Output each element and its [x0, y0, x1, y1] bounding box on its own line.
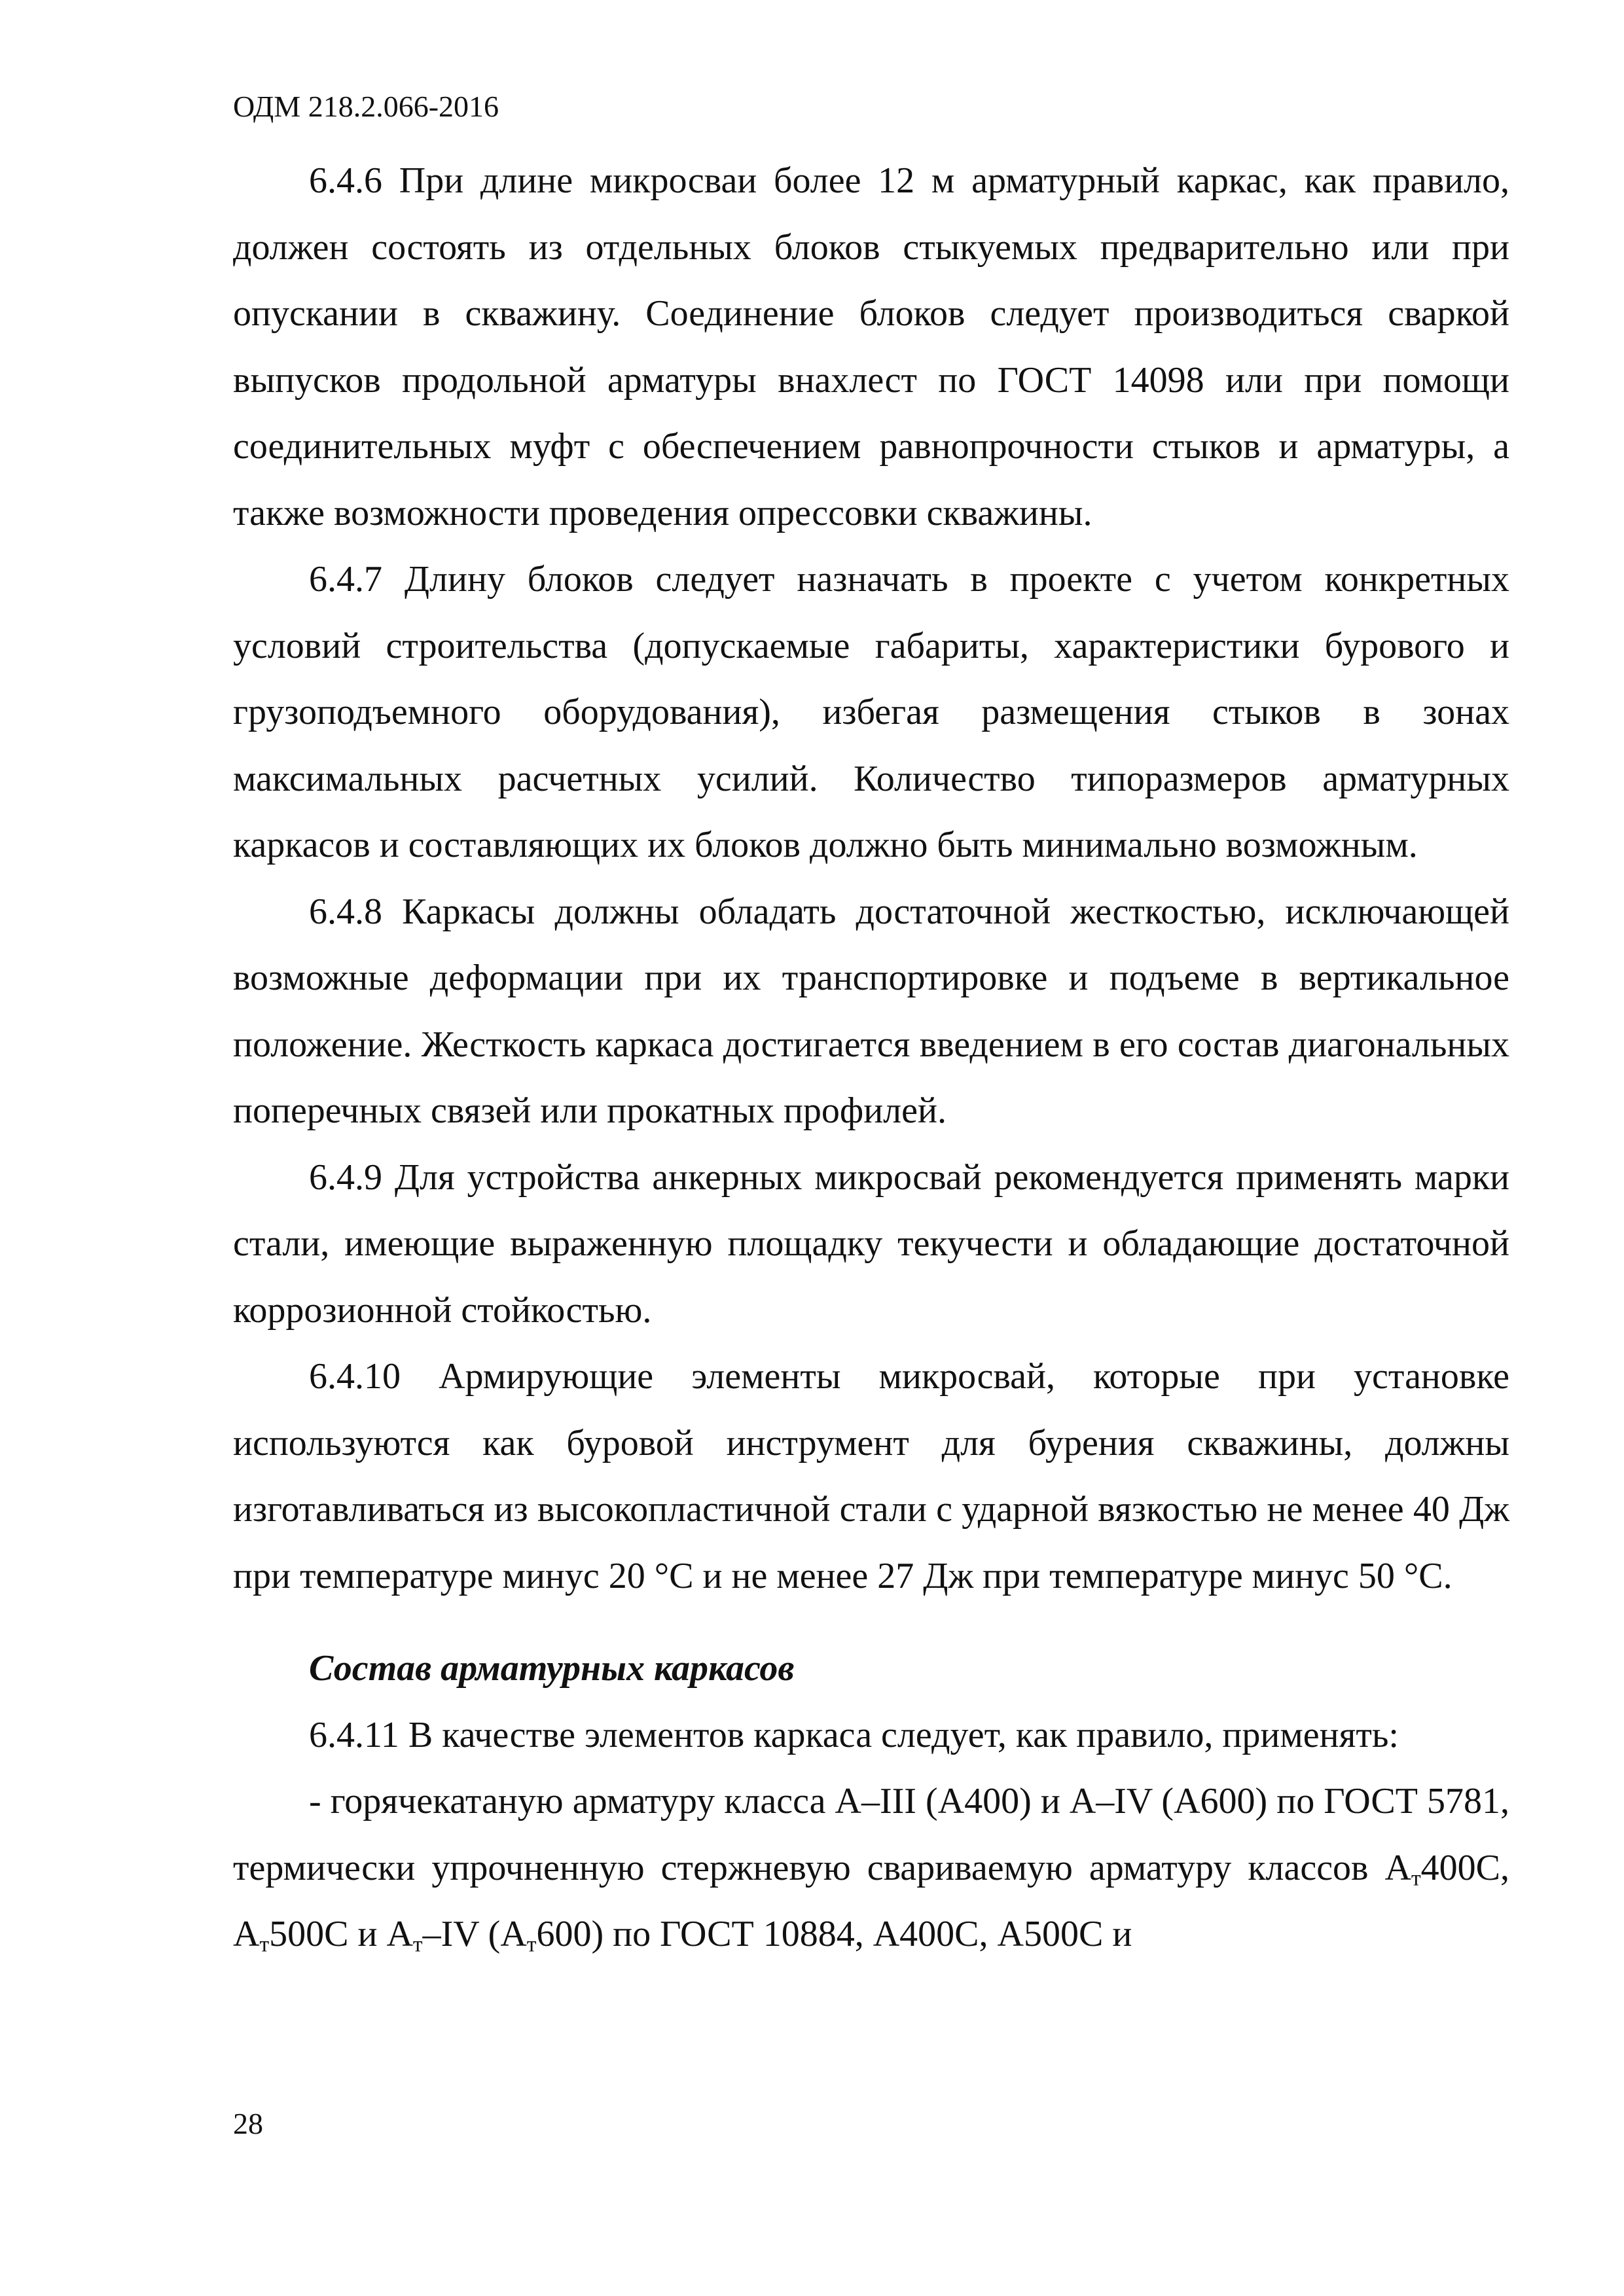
document-code-header: ОДМ 218.2.066-2016 — [233, 90, 499, 123]
subscript-t-2: т — [259, 1932, 270, 1957]
subscript-t-4: т — [526, 1932, 537, 1957]
section-gap — [233, 1609, 1509, 1636]
paragraph-6-4-10: 6.4.10 Армирующие элементы микросвай, которые при установке используются как буровой инструмент для бурения скважины, должны изготавливаться из высокопластичной стали с ударной вязкостью не менее 40 Дж при температуре минус 20 °С и не менее 27 Дж при температуре минус 50 °С. — [233, 1356, 1509, 1596]
list-item-rebar — [233, 1768, 1509, 1968]
list-text-1: - горячекатаную арматуру класса А–III (А400) и А–IV (А600) по ГОСТ 5781, термически упрочненную стержневую свариваемую арматуру классов А — [233, 1781, 1509, 1888]
list-text-5: 600) по ГОСТ 10884, А400С, А500С и — [536, 1914, 1132, 1954]
list-text-2: 400С, А — [233, 1847, 1509, 1954]
subscript-t-3: т — [412, 1932, 423, 1957]
page-number: 28 — [233, 2107, 263, 2140]
document-body — [233, 148, 1509, 1968]
list-text-3: 500С и А — [269, 1914, 413, 1954]
subscript-t-1: т — [1411, 1865, 1421, 1890]
paragraph-6-4-8: 6.4.8 Каркасы должны обладать достаточной жесткостью, исключающей возможные деформации при их транспортировке и подъеме в вертикальное положение. Жесткость каркаса достигается введением в его состав диагональных поперечных связей или прокатных профилей. — [233, 891, 1509, 1131]
list-text-4: –IV (А — [422, 1914, 527, 1954]
paragraph-6-4-7: 6.4.7 Длину блоков следует назначать в проекте с учетом конкретных условий строительства (допускаемые габариты, характеристики бурового и грузоподъемного оборудования), избегая размещения стыков в зонах максимальных расчетных усилий. Количество типоразмеров арматурных каркасов и составляющих их блоков должно быть минимально возможным. — [233, 559, 1509, 865]
paragraph-6-4-9: 6.4.9 Для устройства анкерных микросвай рекомендуется применять марки стали, имеющие выраженную площадку текучести и обладающие достаточной коррозионной стойкостью. — [233, 1157, 1509, 1331]
paragraph-6-4-6: 6.4.6 При длине микросваи более 12 м арматурный каркас, как правило, должен состоять из отдельных блоков стыкуемых предварительно или при опускании в скважину. Соединение блоков следует производиться сваркой выпусков продольной арматуры внахлест по ГОСТ 14098 или при помощи соединительных муфт с обеспечением равнопрочности стыков и арматуры, а также возможности проведения опрессовки скважины. — [233, 160, 1509, 533]
section-heading: Состав арматурных каркасов — [309, 1648, 795, 1689]
paragraph-6-4-11: 6.4.11 В качестве элементов каркаса следует, как правило, применять: — [309, 1714, 1399, 1755]
